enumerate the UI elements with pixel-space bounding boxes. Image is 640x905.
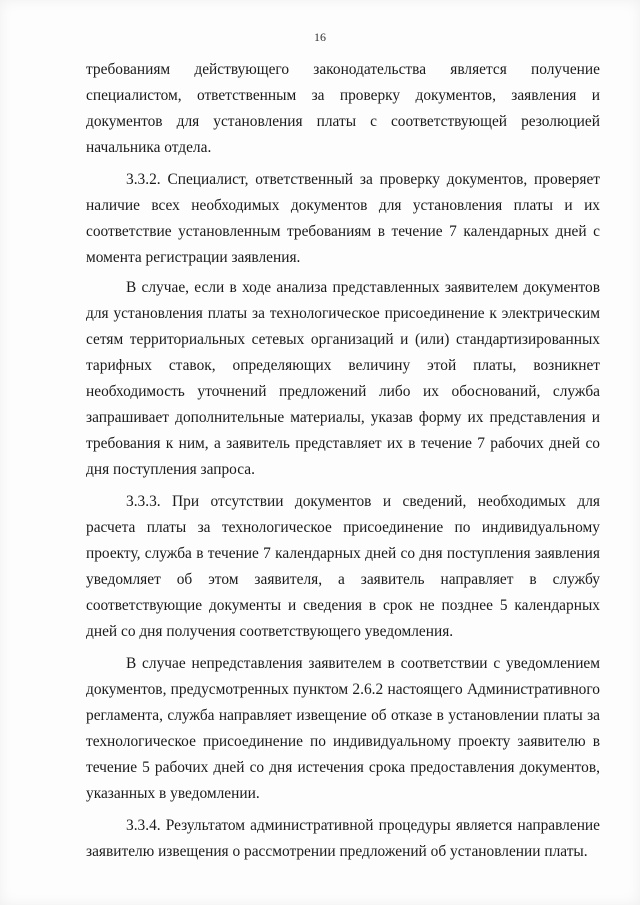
paragraph-3-3-2: 3.3.2. Специалист, ответственный за проверку документов, проверяет наличие всех необходимых документов для установления платы и их соответствие установленным требованиям в течение 7 календарных дней с момента регистрации заявления. xyxy=(86,171,600,266)
paragraph-3-3-4: 3.3.4. Результатом административной процедуры является направление заявителю извещения о рассмотрении предложений об установлении платы. xyxy=(86,817,600,860)
paragraph-refusal-notice: В случае непредставления заявителем в соответствии с уведомлением документов, предусмотренных пунктом 2.6.2 настоящего Административного регламента, служба направляет извещение об отказе в установлении платы за технологическое присоединение по индивидуальному проекту заявителю в течение 5 рабочих дней со дня истечения срока предоставления документов, указанных в уведомлении. xyxy=(86,655,600,802)
page-number: 16 xyxy=(314,30,326,44)
document-body xyxy=(86,57,600,865)
paragraph-continuation: требованиям действующего законодательства является получение специалистом, ответственным за проверку документов, заявления и документов для установления платы с соответствующей резолюцией начальника отдела. xyxy=(86,61,600,156)
paragraph-3-3-3: 3.3.3. При отсутствии документов и сведений, необходимых для расчета платы за технологическое присоединение по индивидуальному проекту, служба в течение 7 календарных дней со дня поступления заявления уведомляет об этом заявителя, а заявитель направляет в службу соответствующие документы и сведения в срок не позднее 5 календарных дней со дня получения соответствующего уведомления. xyxy=(86,493,600,640)
paragraph-additional-materials: В случае, если в ходе анализа представленных заявителем документов для установления платы за технологическое присоединение к электрическим сетям территориальных сетевых организаций и (или) стандартизированных тарифных ставок, определяющих величину этой платы, возникнет необходимость уточнений предложений либо их обоснований, служба запрашивает дополнительные материалы, указав форму их представления и требования к ним, а заявитель представляет их в течение 7 рабочих дней со дня поступления запроса. xyxy=(86,279,600,478)
